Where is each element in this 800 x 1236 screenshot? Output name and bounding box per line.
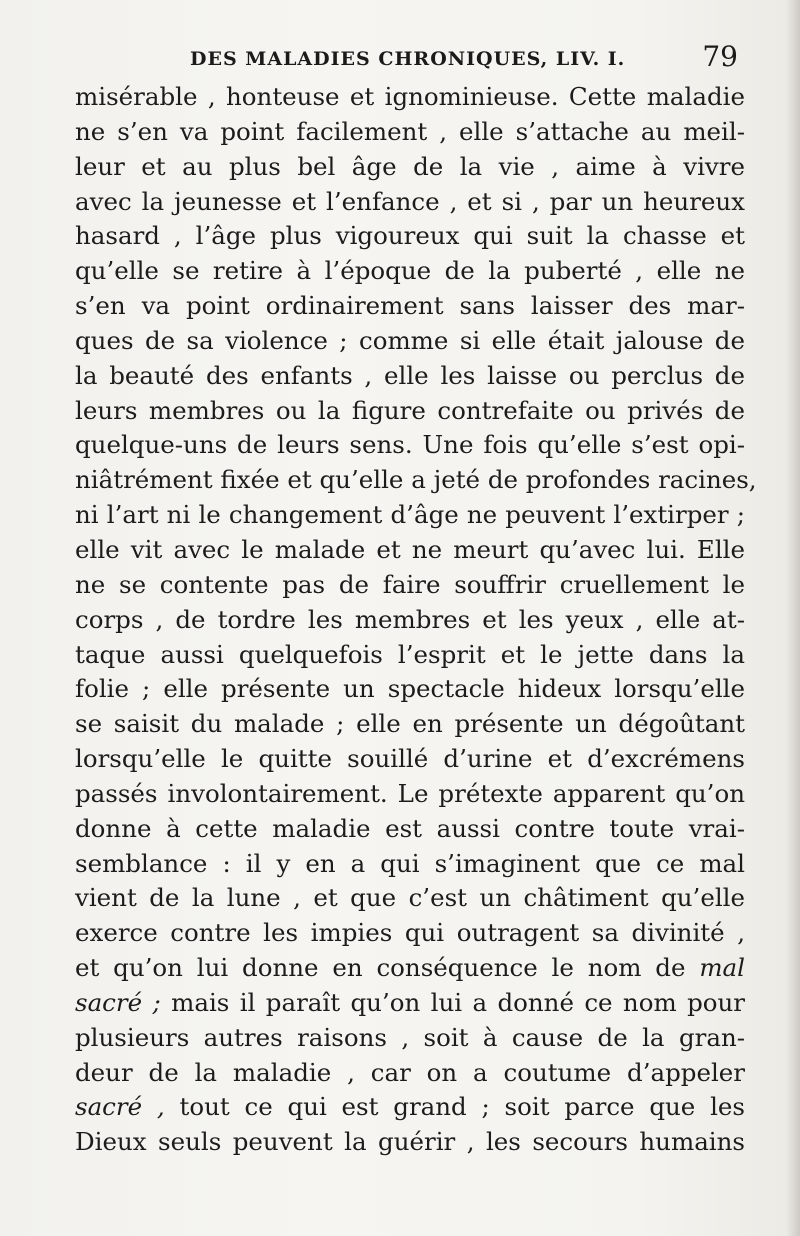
- body-text: [75, 80, 757, 1160]
- page-number: 79: [702, 40, 738, 73]
- text-line: leurs membres ou la figure contrefaite ou privés de: [75, 395, 745, 425]
- text-line: exerce contre les impies qui outragent sa divinité ,: [75, 918, 745, 948]
- text-line: corps , de tordre les membres et les yeux , elle at-: [75, 604, 745, 634]
- text-line: donne à cette maladie est aussi contre toute vrai-: [75, 813, 745, 843]
- text-line: ne se contente pas de faire souffrir cruellement le: [75, 569, 745, 599]
- text-line: quelque-uns de leurs sens. Une fois qu’elle s’est opi-: [75, 430, 745, 460]
- running-header: [190, 40, 750, 76]
- text-line: deur de la maladie , car on a coutume d’appeler: [75, 1057, 745, 1087]
- text-line: misérable , honteuse et ignominieuse. Cette maladie: [75, 82, 745, 111]
- text-line: niâtrément fixée et qu’elle a jeté de profondes racines,: [75, 465, 757, 495]
- text-line: [75, 986, 745, 1021]
- text-line: lorsqu’elle le quitte souillé d’urine et d’excrémens: [75, 744, 745, 774]
- text-line: Dieux seuls peuvent la guérir , les secours humains: [75, 1127, 745, 1157]
- text-line: vient de la lune , et que c’est un châtiment qu’elle: [75, 883, 745, 913]
- text-line: s’en va point ordinairement sans laisser des mar-: [75, 291, 745, 321]
- text-line: passés involontairement. Le prétexte apparent qu’on: [75, 778, 745, 808]
- text-line: folie ; elle présente un spectacle hideux lorsqu’elle: [75, 674, 745, 704]
- text-run: tout ce qui est grand ; soit parce que les: [164, 1092, 745, 1122]
- text-line: elle vit avec le malade et ne meurt qu’avec lui. Elle: [75, 534, 745, 564]
- text-line: hasard , l’âge plus vigoureux qui suit la chasse et: [75, 221, 745, 251]
- text-line: ni l’art ni le changement d’âge ne peuvent l’extirper ;: [75, 500, 745, 530]
- text-line: qu’elle se retire à l’époque de la puberté , elle ne: [75, 256, 745, 286]
- text-line: [75, 1090, 745, 1125]
- running-header-title: DES MALADIES CHRONIQUES, LIV. I.: [190, 48, 626, 70]
- text-line: [75, 951, 745, 986]
- italic-term: sacré ,: [75, 1092, 165, 1122]
- text-run: et qu’on lui donne en conséquence le nom de: [75, 953, 700, 983]
- italic-term: sacré ;: [75, 987, 161, 1017]
- text-line: leur et au plus bel âge de la vie , aime à vivre: [75, 151, 745, 181]
- page-edge-shadow: [786, 0, 800, 1236]
- text-line: avec la jeunesse et l’enfance , et si , par un heureux: [75, 186, 745, 216]
- text-run: mais il paraît qu’on lui a donné ce nom pour: [160, 987, 745, 1017]
- italic-term: mal: [699, 953, 745, 983]
- text-line: la beauté des enfants , elle les laisse ou perclus de: [75, 360, 745, 390]
- text-line: taque aussi quelquefois l’esprit et le jette dans la: [75, 639, 745, 669]
- text-line: plusieurs autres raisons , soit à cause de la gran-: [75, 1022, 745, 1052]
- text-line: ne s’en va point facilement , elle s’attache au meil-: [75, 116, 745, 146]
- text-line: ques de sa violence ; comme si elle était jalouse de: [75, 325, 745, 355]
- text-line: se saisit du malade ; elle en présente un dégoûtant: [75, 709, 745, 739]
- text-line: semblance : il y en a qui s’imaginent que ce mal: [75, 848, 745, 878]
